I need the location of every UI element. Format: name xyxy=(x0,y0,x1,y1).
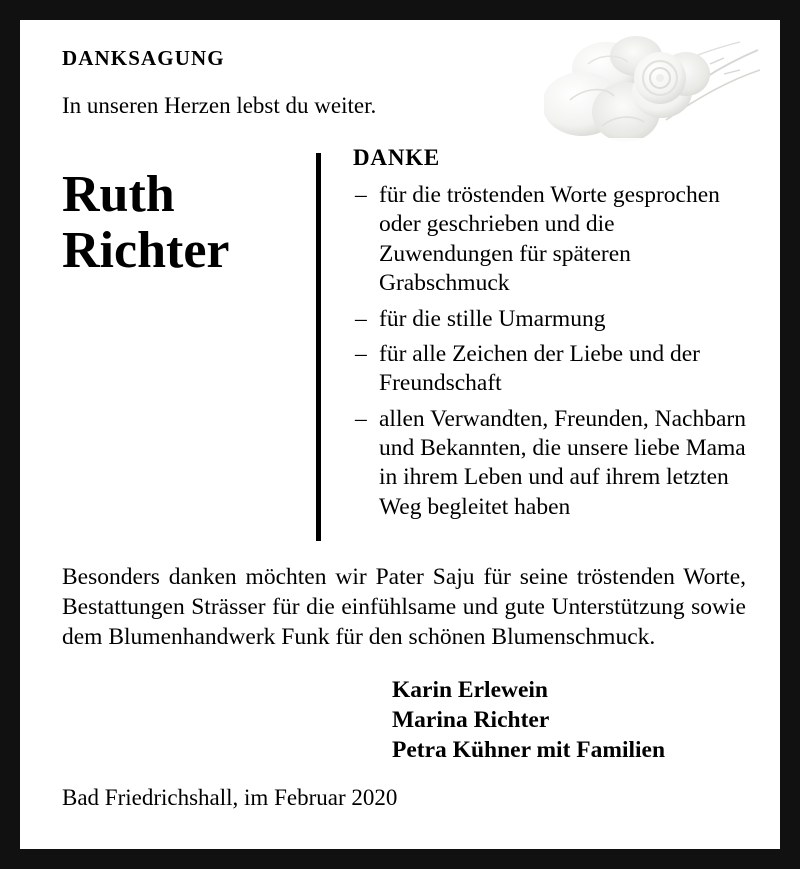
list-item: – für die tröstenden Worte gesprochen oder geschrieben und die Zuwendungen für späteren Grabschmuck xyxy=(353,181,746,299)
notice-inner xyxy=(20,20,780,849)
special-thanks-paragraph: Besonders danken möchten wir Pater Saju für seine tröstenden Worte, Bestattungen Strässer für die einfühlsame und gute Unterstützung sowie dem Blumenhandwerk Funk für den schönen Blumenschmuck. xyxy=(62,564,746,650)
signature-line: Karin Erlewein xyxy=(392,676,548,703)
thanks-heading: DANKE xyxy=(353,145,441,170)
place-and-date: Bad Friedrichshall, im Februar 2020 xyxy=(62,784,398,810)
deceased-first-name: Ruth xyxy=(62,166,175,223)
white-flowers-photo xyxy=(510,34,762,170)
thanks-list xyxy=(353,181,746,522)
signature-line: Petra Kühner mit Familien xyxy=(392,736,666,763)
list-item: – allen Verwandten, Freunden, Nachbarn und Bekannten, die unsere liebe Mama in ihrem Leben und auf ihrem letzten Weg begleitet haben xyxy=(353,405,746,523)
notice-verse: In unseren Herzen lebst du weiter. xyxy=(62,93,377,118)
notice-body xyxy=(54,145,746,541)
deceased-last-name: Richter xyxy=(62,222,230,280)
list-item: – für alle Zeichen der Liebe und der Freundschaft xyxy=(353,340,746,399)
deceased-name xyxy=(62,167,316,279)
deceased-name-column xyxy=(54,145,316,279)
notice-kicker: DANKSAGUNG xyxy=(62,46,225,70)
list-item: – für die stille Umarmung xyxy=(353,305,746,334)
thanks-column xyxy=(321,145,746,528)
signature-line: Marina Richter xyxy=(392,706,550,733)
signatures xyxy=(54,675,746,765)
